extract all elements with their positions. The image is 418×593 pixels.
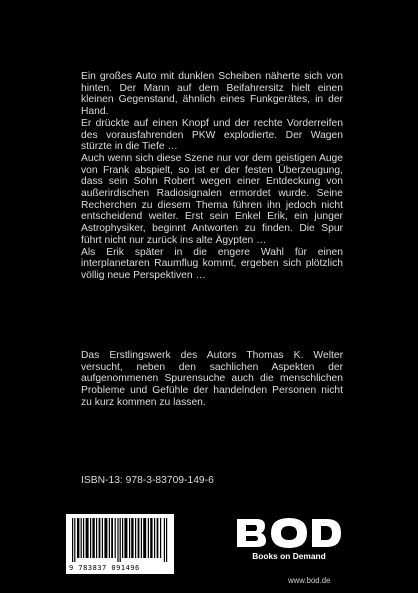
bod-logo-icon (233, 517, 345, 549)
about-author-text (81, 350, 343, 409)
publisher-url: www.bod.de (288, 576, 331, 585)
publisher-logo (233, 517, 345, 563)
blurb-paragraph: Auch wenn sich diese Szene nur vor dem geistigen Auge von Frank abspielt, so ist er der festen Überzeugung, dass sein Sohn Robert wegen einer Entdeckung von außerirdischen Radiosignalen ermordet wurde. Seine Recherchen zu diesem Thema führen ihn jedoch nicht entscheidend weiter. Erst sein Enkel Erik, ein junger Astrophysiker, beginnt Antworten zu finden. Die Spur führt nicht nur zurück ins alte Ägypten … (81, 152, 343, 246)
blurb-paragraph: Er drückte auf einen Knopf und der rechte Vorderreifen des vorausfahrenden PKW explodierte. Der Wagen stürzte in die Tiefe … (81, 117, 343, 153)
blurb-paragraph: Als Erik später in die engere Wahl für einen interplanetaren Raumflug kommt, ergeben sich plötzlich völlig neue Perspektiven … (81, 246, 343, 281)
barcode-bars-icon (72, 518, 168, 562)
about-paragraph: Das Erstlingswerk des Autors Thomas K. Welter versucht, neben den sachlichen Aspekten der aufgenommenen Spurensuche auch die menschlichen Probleme und Gefühle der handelnden Personen nicht zu kurz kommen zu lassen. (81, 350, 343, 408)
publisher-tagline: Books on Demand (252, 551, 326, 561)
blurb-text (81, 71, 343, 282)
barcode-digits: 9 783837 091496 (69, 564, 140, 572)
isbn-label: ISBN-13: 978-3-83709-149-6 (81, 475, 214, 486)
blurb-paragraph: Ein großes Auto mit dunklen Scheiben näherte sich von hinten. Der Mann auf dem Beifahrersitz hielt einen kleinen Gegenstand, ähnlich eines Funkgerätes, in der Hand. (81, 71, 343, 118)
barcode (66, 514, 174, 574)
